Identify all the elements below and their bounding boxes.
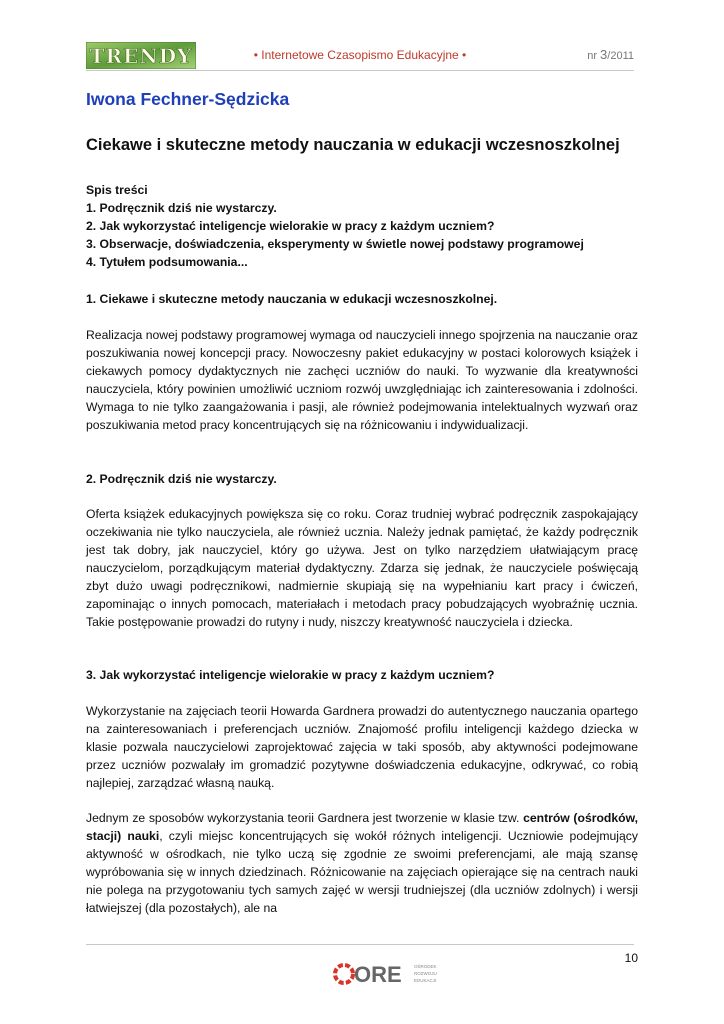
section-heading: 2. Podręcznik dziś nie wystarczy. <box>86 472 277 486</box>
issue-number-value: 3 <box>600 47 608 62</box>
paragraph: Wykorzystanie na zajęciach teorii Howarda Gardnera prowadzi do autentycznego nauczania opartego na zainteresowaniach i preferencjach uczniów. Znajomość profilu inteligencji każdego dziecka w klasie pozwala nauczycielowi zaprojektować zajęcia w taki sposób, aby aktywności podejmowane przez uczniów pozwalały im gromadzić pozytywne doświadczenia edukacyjne, odkrywać, co robią najlepiej, zarządzać własną nauką. <box>86 704 638 790</box>
page-header <box>86 42 634 70</box>
ore-sub-3: EDUKACJI <box>414 978 437 983</box>
paragraph <box>86 809 638 917</box>
paragraph: Realizacja nowej podstawy programowej wymaga od nauczycieli innego spojrzenia na nauczanie oraz poszukiwania nowej koncepcji pracy. Nowoczesny pakiet edukacyjny w postaci kolorowych książek i ciekawych pomocy dydaktycznych nie zachęci uczniów do nauki. To wyzwanie dla kreatywności nauczyciela, który powinien umożliwić uczniom rozwój uwzględniając ich zainteresowania i zdolności. Wymaga to nie tylko zaangażowania i pasji, ale również podejmowania intelektualnych wyzwań oraz poszukiwania metod pracy koncentrujących się na różnicowaniu i indywidualizacji. <box>86 328 638 432</box>
header-divider <box>86 70 634 71</box>
emphasis: centrów (ośrodków, stacji) nauki <box>86 811 638 843</box>
journal-name: • Internetowe Czasopismo Edukacyjne • <box>253 48 467 62</box>
toc-heading: Spis treści <box>86 183 148 197</box>
issue-year: /2011 <box>607 50 634 62</box>
footer-divider <box>86 944 634 945</box>
table-of-contents <box>86 181 638 271</box>
page-number: 10 <box>624 951 638 965</box>
paragraph: Oferta książek edukacyjnych powiększa się co roku. Coraz trudniej wybrać podręcznik zaspokajający oczekiwania nie tylko nauczyciela, ale również ucznia. Należy jednak pamiętać, że każdy podręcznik jest tak dobry, jak nauczyciel, który go używa. Jest on tylko narzędziem ułatwiającym pracę nauczycielom, porządkującym materiał dydaktyczny. Zdarza się jednak, że nauczyciele poświęcają zbyt dużo uwagi podręcznikowi, nadmiernie skupiają się na wypełnianiu kart pracy i ćwiczeń, zapominając o innych pomocach, materiałach i metodach pracy pobudzających wyobraźnię ucznia. Takie postępowanie prowadzi do rutyny i nudy, niszczy kreatywność nauczyciela i dziecka. <box>86 507 638 629</box>
ore-logo <box>332 958 442 992</box>
paragraph-text: Jednym ze sposobów wykorzystania teorii Gardnera jest tworzenie w klasie tzw. <box>86 811 524 825</box>
toc-item: 4. Tytułem podsumowania... <box>86 255 248 269</box>
logo-text: TRENDY <box>89 44 193 68</box>
paragraph-text: , czyli miejsc koncentrujących się wokół różnych inteligencji. Uczniowie podejmujący aktywność w ośrodkach, nie tylko uczą się zgodnie ze swoimi preferencjami, ale mają szansę wypróbowania się w innych dziedzinach. Różnicowanie na zajęciach opierające się na centrach nauki nie polega na przygotowaniu tych samych zajęć w wersji trudniejszej (dla uczniów zdolnych) i wersji łatwiejszej (dla pozostałych), ale na <box>86 829 638 915</box>
toc-item: 3. Obserwacje, doświadczenia, eksperymenty w świetle nowej podstawy programowej <box>86 237 584 251</box>
issue-prefix: nr <box>587 50 601 62</box>
ore-logo-text: ORE <box>354 962 402 987</box>
ore-sub-1: OŚRODEK <box>414 964 437 969</box>
ore-sub-2: ROZWOJU <box>414 971 437 976</box>
section-heading: 1. Ciekawe i skuteczne metody nauczania w edukacji wczesnoszkolnej. <box>86 292 498 306</box>
toc-item: 1. Podręcznik dziś nie wystarczy. <box>86 201 277 215</box>
toc-item: 2. Jak wykorzystać inteligencje wielorakie w pracy z każdym uczniem? <box>86 219 495 233</box>
article-title: Ciekawe i skuteczne metody nauczania w edukacji wczesnoszkolnej <box>86 136 620 154</box>
section-heading: 3. Jak wykorzystać inteligencje wielorakie w pracy z każdym uczniem? <box>86 668 495 682</box>
issue-number <box>587 47 634 62</box>
author-name: Iwona Fechner-Sędzicka <box>86 89 290 109</box>
